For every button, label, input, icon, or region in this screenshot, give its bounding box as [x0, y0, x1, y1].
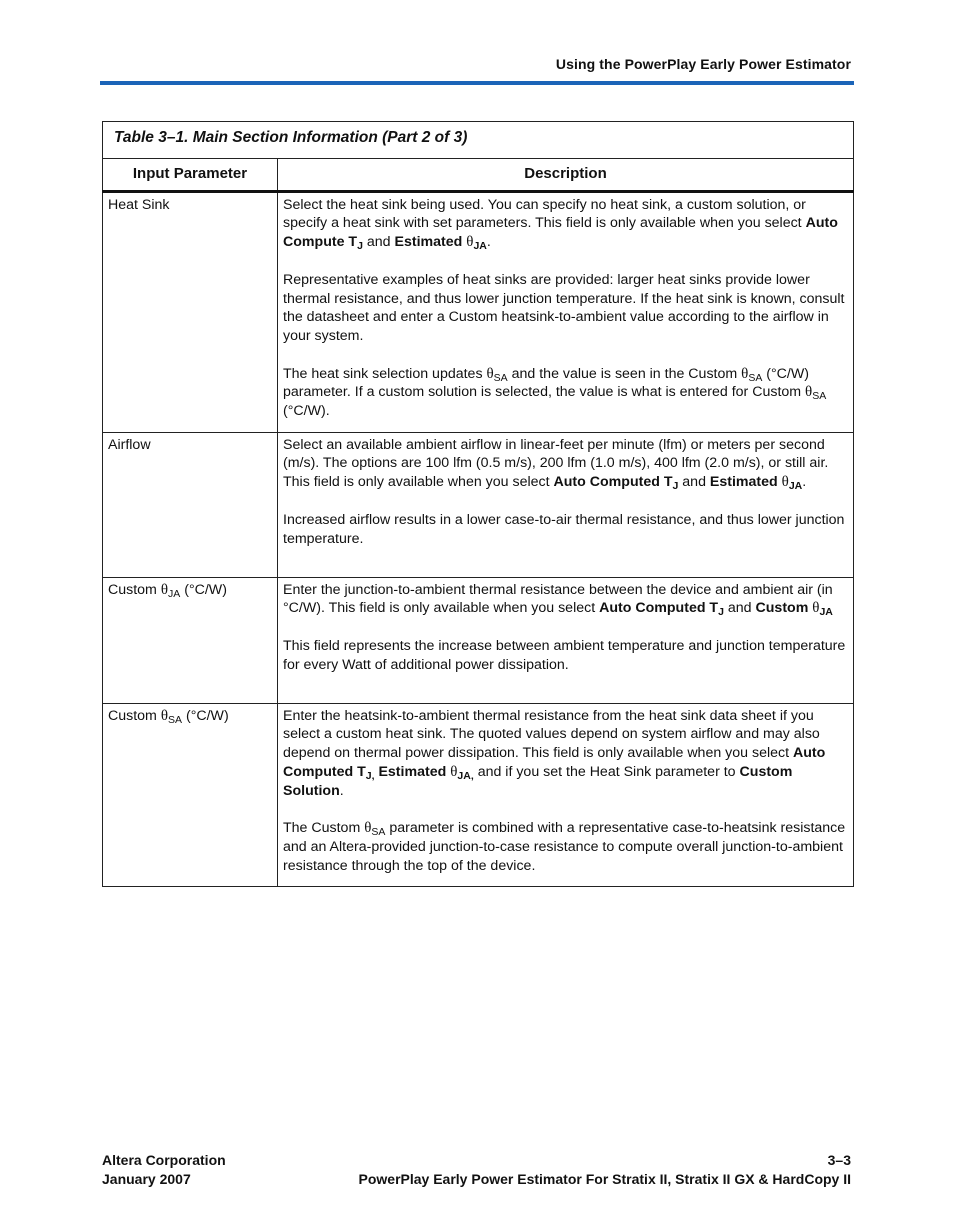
- param-custom-theta-ja: Custom $\theta_{JA}$ (°C/W): [103, 577, 278, 703]
- main-section-table: [102, 121, 854, 887]
- footer-right: [359, 1151, 851, 1188]
- footer-date: January 2007: [102, 1170, 191, 1187]
- column-header-description: Description: [278, 159, 854, 192]
- theta-symbol: θ: [486, 365, 494, 382]
- paragraph: Select an available ambient airflow in linear-feet per minute (lfm) or meters per second (m/s). The options are 100 lfm (0.5 m/s), 200 lfm (1.0 m/s), 400 lfm (2.0 m/s), or still air. This field is only available when you select Auto Computed $T_J$ and Estimated $\theta_{JA}$.: [283, 436, 829, 493]
- description-airflow: [278, 432, 854, 577]
- param-custom-theta-sa: Custom $\theta_{SA}$ (°C/W): [103, 703, 278, 886]
- paragraph: The Custom $\theta_{SA}$ parameter is combined with a representative case-to-heatsink resistance and an Altera-provided junction-to-case resistance to compute overall junction-to-ambient resistance through the top of the device.: [283, 820, 846, 874]
- running-header-title: Using the PowerPlay Early Power Estimator: [555, 56, 851, 72]
- theta-symbol: θ: [160, 707, 169, 724]
- table-caption: Table 3–1. Main Section Information (Part 2 of 3): [103, 122, 854, 159]
- param-airflow: Airflow: [103, 432, 278, 577]
- paragraph: The heat sink selection updates $\theta_{SA}$ and the value is seen in the Custom $\theta_{SA}$ (°C/W) parameter. If a custom solution is selected, the value is what is entered for Custom $\theta_{SA}$ (°C/W).: [283, 365, 827, 420]
- description-custom-theta-sa: [278, 703, 854, 886]
- header-rule: [100, 81, 854, 85]
- theta-symbol: θ: [781, 474, 789, 491]
- page-number: 3–3: [827, 1152, 851, 1168]
- paragraph: Increased airflow results in a lower case-to-air thermal resistance, and thus lower junction temperature.: [283, 511, 845, 547]
- theta-symbol: θ: [160, 581, 169, 598]
- paragraph: Enter the heatsink-to-ambient thermal resistance from the heat sink data sheet if you select a custom heat sink. The quoted values depend on system airflow and may also depend on thermal power dissipation. This field is only available when you select Auto Computed $T_{J,}$ Estimated $\theta_{JA,}$ and if you set the Heat Sink parameter to Custom Solution.: [283, 707, 826, 799]
- table-row: [103, 191, 854, 432]
- paragraph: Representative examples of heat sinks are provided: larger heat sinks provide lower thermal resistance, and thus lower junction temperature. If the heat sink is known, consult the datasheet and enter a Custom heatsink-to-ambient value according to the airflow in your system.: [283, 271, 845, 344]
- param-heat-sink: Heat Sink: [103, 191, 278, 432]
- theta-symbol: θ: [812, 600, 820, 617]
- theta-symbol: θ: [450, 763, 458, 780]
- column-header-input-parameter: Input Parameter: [103, 159, 278, 192]
- description-heat-sink: [278, 191, 854, 432]
- theta-symbol: θ: [805, 384, 813, 401]
- footer-company: Altera Corporation: [102, 1152, 226, 1168]
- table-row: [103, 703, 854, 886]
- footer-left: [102, 1151, 226, 1188]
- paragraph: Select the heat sink being used. You can specify no heat sink, a custom solution, or specify a heat sink with set parameters. This field is only available when you select Auto Compute $T_J$ and Estimated $\theta_{JA}$.: [283, 196, 838, 253]
- table-row: [103, 577, 854, 703]
- theta-symbol: θ: [741, 365, 749, 382]
- description-custom-theta-ja: [278, 577, 854, 703]
- table-caption-row: [103, 122, 854, 159]
- theta-symbol: θ: [466, 234, 474, 251]
- table-row: [103, 432, 854, 577]
- paragraph: This field represents the increase between ambient temperature and junction temperature for every Watt of additional power dissipation.: [283, 638, 846, 673]
- footer-doc-title: PowerPlay Early Power Estimator For Stratix II, Stratix II GX & HardCopy II: [358, 1170, 851, 1187]
- table-header-row: [103, 159, 854, 192]
- theta-symbol: θ: [364, 820, 372, 837]
- paragraph: Enter the junction-to-ambient thermal resistance between the device and ambient air (in °C/W). This field is only available when you select Auto Computed $T_J$ and Custom $\theta_{JA}$: [283, 581, 833, 619]
